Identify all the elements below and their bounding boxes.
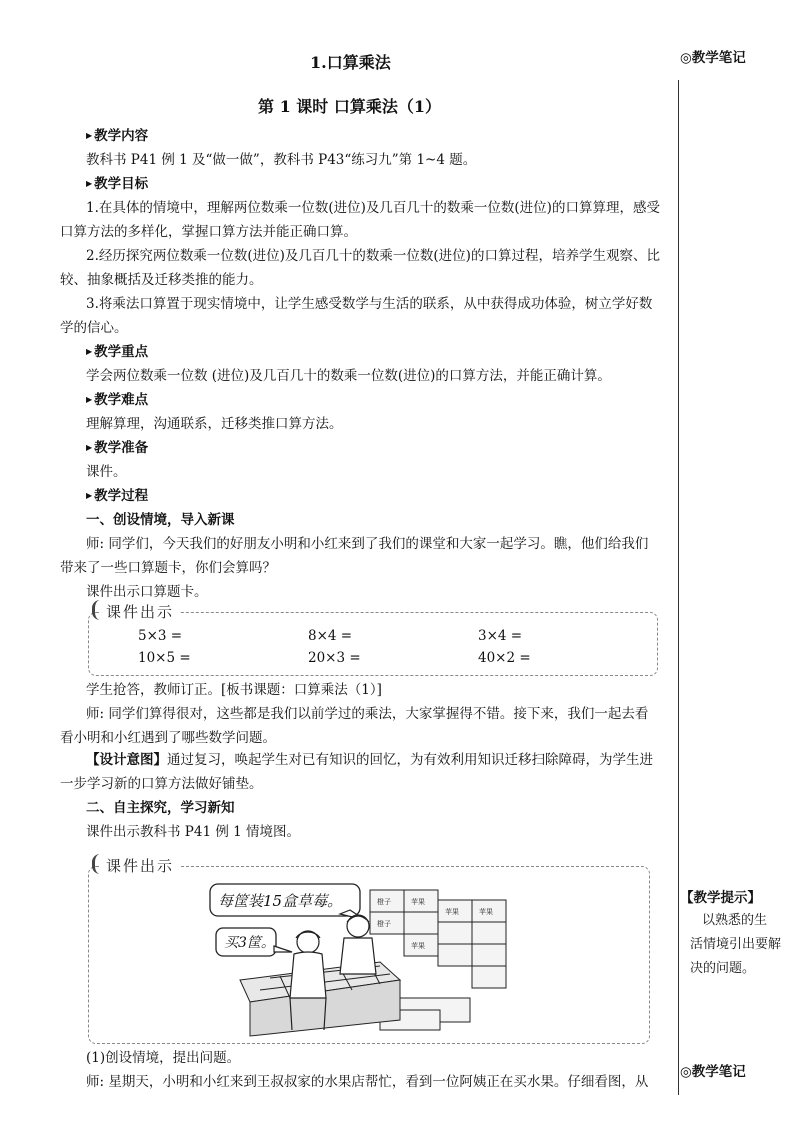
section-content-text: 教科书 P41 例 1 及“做一做”，教科书 P43“练习九”第 1~4 题。	[86, 152, 477, 168]
box-1-label: 课件出示	[100, 601, 180, 622]
expr-6: 40×2 =	[478, 650, 531, 666]
section-key-text: 学会两位数乘一位数 (进位)及几百几十的数乘一位数(进位)的口算方法，并能正确计算。	[86, 368, 611, 384]
section-key-heading: ▶ 教学重点	[86, 342, 148, 362]
lesson-title: 1.口算乘法	[310, 53, 391, 72]
part-1-para-line-1: 师: 同学们，今天我们的好朋友小明和小红来到了我们的课堂和大家一起学习。瞧，他们给我们	[86, 536, 649, 552]
part-1-courseware: 课件出示口算题卡。	[86, 584, 208, 600]
notes-label-bottom: ◎教学笔记	[680, 1064, 746, 1080]
part-2-courseware: 课件出示教科书 P41 例 1 情境图。	[86, 824, 301, 840]
goal-3-line-2: 学的信心。	[60, 320, 128, 336]
margin-divider	[678, 80, 679, 1095]
expr-4: 10×5 =	[138, 650, 191, 666]
box-stamp-4: 苹果	[479, 908, 493, 916]
part-1-transition-line-2: 看小明和小红遇到了哪些数学问题。	[60, 730, 276, 746]
section-content-heading: ▶ 教学内容	[86, 126, 148, 146]
tip-title: 【教学提示】	[680, 890, 761, 906]
box-stamp-5: 苹果	[411, 942, 425, 950]
section-prep-heading: ▶ 教学准备	[86, 438, 148, 458]
box-stamp-2: 苹果	[411, 898, 425, 906]
goal-2-line-1: 2.经历探究两位数乘一位数(进位)及几百几十的数乘一位数(进位)的口算过程，培养学生观察、比	[86, 248, 660, 264]
expr-2: 8×4 =	[308, 628, 353, 644]
goal-1-line-2: 口算方法的多样化，掌握口算方法并能正确口算。	[60, 224, 357, 240]
part-2-step-1: (1)创设情境，提出问题。	[86, 1050, 241, 1066]
part-2-heading: 二、自主探究，学习新知	[86, 800, 235, 816]
part-1-para-line-2: 带来了一些口算题卡，你们会算吗？	[60, 560, 276, 576]
section-difficulty-heading: ▶ 教学难点	[86, 390, 148, 410]
notes-label-top: ◎教学笔记	[680, 50, 746, 66]
goal-3-line-1: 3.将乘法口算置于现实情境中，让学生感受数学与生活的联系，从中获得成功体验，树立学好数	[86, 296, 653, 312]
goal-1-line-1: 1.在具体的情境中，理解两位数乘一位数(进位)及几百几十的数乘一位数(进位)的口算算理，感受	[86, 200, 660, 216]
bubble-2-text: 买3筐。	[224, 935, 275, 951]
part-2-para: 师: 星期天，小明和小红来到王叔叔家的水果店帮忙，看到一位阿姨正在买水果。仔细看图，从	[86, 1074, 649, 1090]
expr-3: 3×4 =	[478, 628, 523, 644]
section-process-heading: ▶ 教学过程	[86, 486, 148, 506]
part-1-answer: 学生抢答，教师订正。[板书课题：口算乘法（1）]	[86, 682, 382, 698]
expr-1: 5×3 =	[138, 628, 183, 644]
fruit-shop-illustration	[218, 880, 530, 1040]
tip-line-3: 决的问题。	[690, 961, 756, 976]
tip-line-1: 以熟悉的生	[702, 913, 768, 928]
section-goals-heading: ▶ 教学目标	[86, 174, 148, 194]
part-1-transition-line-1: 师: 同学们算得很对，这些都是我们以前学过的乘法，大家掌握得不错。接下来，我们一起去看	[86, 706, 649, 722]
section-prep-text: 课件。	[86, 464, 127, 480]
box-stamp-1: 橙子	[377, 898, 391, 906]
section-difficulty-text: 理解算理，沟通联系，迁移类推口算方法。	[86, 416, 343, 432]
part-1-heading: 一、创设情境，导入新课	[86, 512, 235, 528]
design-intent-text: 通过复习，唤起学生对已有知识的回忆，为有效利用知识迁移扫除障碍，为学生进	[167, 752, 653, 768]
design-intent-line-1	[86, 750, 653, 770]
box-2-label: 课件出示	[100, 855, 180, 876]
lesson-subtitle: 第 1 课时 口算乘法（1）	[258, 97, 441, 116]
goal-2-line-2: 较、抽象概括及迁移类推的能力。	[60, 272, 263, 288]
expr-5: 20×3 =	[308, 650, 361, 666]
design-intent-tag: 【设计意图】	[86, 752, 167, 768]
tip-line-2: 活情境引出要解	[690, 937, 782, 952]
box-stamp-6: 橙子	[377, 920, 391, 928]
design-intent-line-2: 一步学习新的口算方法做好铺垫。	[60, 776, 263, 792]
box-stamp-3: 苹果	[445, 908, 459, 916]
bubble-1-text: 每筐装15盒草莓。	[218, 892, 343, 910]
